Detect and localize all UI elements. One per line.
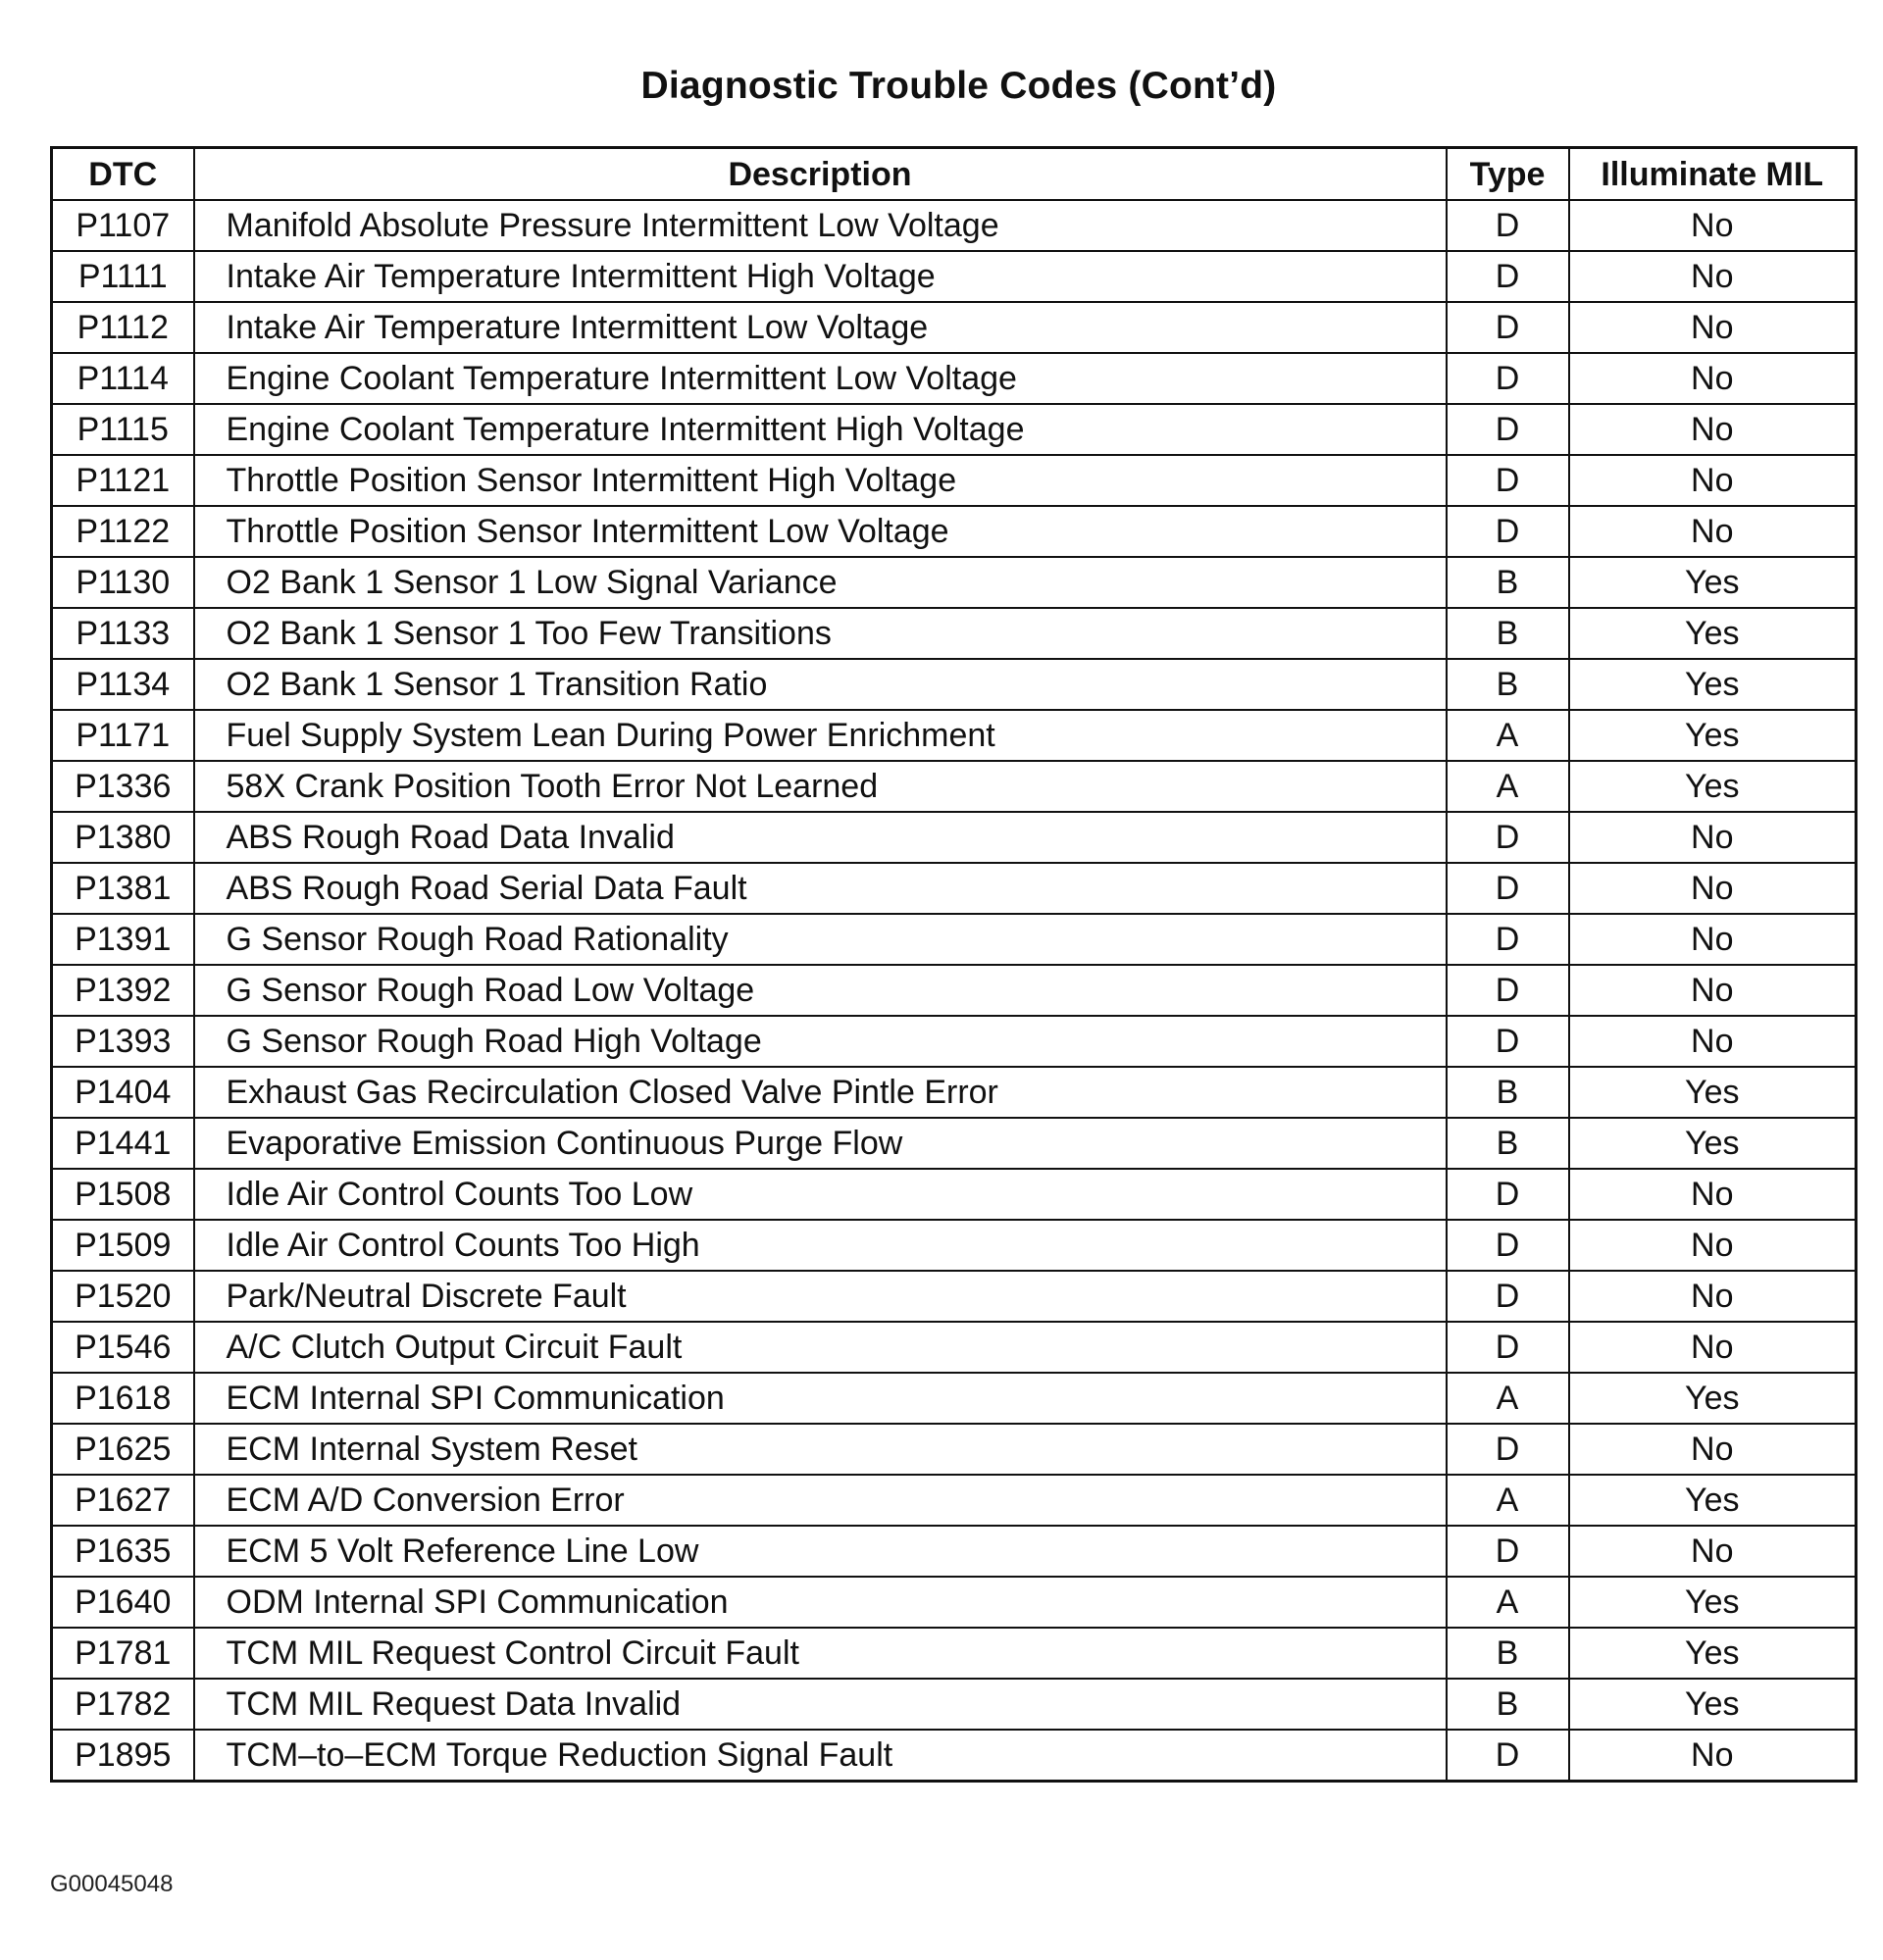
dtc-type: D	[1447, 506, 1569, 557]
table-row	[52, 863, 1857, 914]
dtc-type: B	[1447, 608, 1569, 659]
dtc-illuminate-mil: No	[1569, 1016, 1857, 1067]
dtc-code: P1107	[52, 200, 194, 251]
table-row	[52, 812, 1857, 863]
dtc-description: G Sensor Rough Road High Voltage	[194, 1016, 1447, 1067]
dtc-illuminate-mil: Yes	[1569, 557, 1857, 608]
dtc-description: Engine Coolant Temperature Intermittent Low Voltage	[194, 353, 1447, 404]
dtc-type: D	[1447, 812, 1569, 863]
dtc-illuminate-mil: Yes	[1569, 608, 1857, 659]
table-row	[52, 1271, 1857, 1322]
dtc-code: P1509	[52, 1220, 194, 1271]
table-row	[52, 914, 1857, 965]
dtc-illuminate-mil: No	[1569, 1322, 1857, 1373]
column-header-illuminate-mil: Illuminate MIL	[1569, 148, 1857, 201]
dtc-type: D	[1447, 353, 1569, 404]
table-header-row	[52, 148, 1857, 201]
table-row	[52, 1220, 1857, 1271]
dtc-type: D	[1447, 1526, 1569, 1577]
dtc-code: P1640	[52, 1577, 194, 1628]
dtc-illuminate-mil: No	[1569, 455, 1857, 506]
dtc-type: A	[1447, 1577, 1569, 1628]
table-row	[52, 251, 1857, 302]
dtc-description: Throttle Position Sensor Intermittent High Voltage	[194, 455, 1447, 506]
dtc-code: P1404	[52, 1067, 194, 1118]
dtc-description: Engine Coolant Temperature Intermittent High Voltage	[194, 404, 1447, 455]
dtc-type: B	[1447, 659, 1569, 710]
dtc-description: Fuel Supply System Lean During Power Enrichment	[194, 710, 1447, 761]
table-body	[52, 200, 1857, 1782]
dtc-illuminate-mil: Yes	[1569, 659, 1857, 710]
dtc-code: P1391	[52, 914, 194, 965]
table-row	[52, 1475, 1857, 1526]
dtc-type: D	[1447, 1016, 1569, 1067]
dtc-description: Evaporative Emission Continuous Purge Flow	[194, 1118, 1447, 1169]
dtc-type: D	[1447, 914, 1569, 965]
dtc-description: G Sensor Rough Road Low Voltage	[194, 965, 1447, 1016]
dtc-code: P1392	[52, 965, 194, 1016]
dtc-illuminate-mil: No	[1569, 812, 1857, 863]
dtc-type: B	[1447, 557, 1569, 608]
dtc-description: TCM–to–ECM Torque Reduction Signal Fault	[194, 1730, 1447, 1782]
table-row	[52, 608, 1857, 659]
table-row	[52, 710, 1857, 761]
dtc-type: B	[1447, 1067, 1569, 1118]
dtc-code: P1111	[52, 251, 194, 302]
dtc-code: P1627	[52, 1475, 194, 1526]
figure-id: G00045048	[50, 1871, 174, 1897]
table-row	[52, 1730, 1857, 1782]
table-row	[52, 1118, 1857, 1169]
dtc-description: Throttle Position Sensor Intermittent Low Voltage	[194, 506, 1447, 557]
dtc-illuminate-mil: Yes	[1569, 1373, 1857, 1424]
dtc-code: P1114	[52, 353, 194, 404]
dtc-description: TCM MIL Request Data Invalid	[194, 1679, 1447, 1730]
dtc-illuminate-mil: No	[1569, 1526, 1857, 1577]
dtc-type: D	[1447, 1169, 1569, 1220]
dtc-illuminate-mil: No	[1569, 1169, 1857, 1220]
dtc-illuminate-mil: No	[1569, 506, 1857, 557]
dtc-type: B	[1447, 1118, 1569, 1169]
dtc-code: P1381	[52, 863, 194, 914]
dtc-description: O2 Bank 1 Sensor 1 Transition Ratio	[194, 659, 1447, 710]
dtc-illuminate-mil: No	[1569, 251, 1857, 302]
dtc-illuminate-mil: No	[1569, 200, 1857, 251]
table-row	[52, 302, 1857, 353]
table-row	[52, 1067, 1857, 1118]
dtc-description: Idle Air Control Counts Too Low	[194, 1169, 1447, 1220]
dtc-code: P1546	[52, 1322, 194, 1373]
dtc-illuminate-mil: Yes	[1569, 1118, 1857, 1169]
table-row	[52, 1577, 1857, 1628]
table-row	[52, 455, 1857, 506]
column-header-type: Type	[1447, 148, 1569, 201]
dtc-table	[50, 146, 1858, 1783]
dtc-description: ECM Internal SPI Communication	[194, 1373, 1447, 1424]
table-row	[52, 1628, 1857, 1679]
dtc-code: P1112	[52, 302, 194, 353]
dtc-type: A	[1447, 761, 1569, 812]
dtc-illuminate-mil: Yes	[1569, 710, 1857, 761]
dtc-code: P1781	[52, 1628, 194, 1679]
dtc-type: D	[1447, 1424, 1569, 1475]
dtc-illuminate-mil: No	[1569, 914, 1857, 965]
column-header-description: Description	[194, 148, 1447, 201]
dtc-description: ABS Rough Road Data Invalid	[194, 812, 1447, 863]
table-row	[52, 1016, 1857, 1067]
dtc-code: P1520	[52, 1271, 194, 1322]
dtc-description: ODM Internal SPI Communication	[194, 1577, 1447, 1628]
table-row	[52, 659, 1857, 710]
dtc-description: G Sensor Rough Road Rationality	[194, 914, 1447, 965]
dtc-illuminate-mil: No	[1569, 302, 1857, 353]
dtc-type: D	[1447, 1322, 1569, 1373]
dtc-code: P1618	[52, 1373, 194, 1424]
dtc-description: ECM A/D Conversion Error	[194, 1475, 1447, 1526]
table-row	[52, 1373, 1857, 1424]
dtc-description: ABS Rough Road Serial Data Fault	[194, 863, 1447, 914]
table-row	[52, 506, 1857, 557]
dtc-code: P1336	[52, 761, 194, 812]
dtc-type: D	[1447, 965, 1569, 1016]
dtc-description: A/C Clutch Output Circuit Fault	[194, 1322, 1447, 1373]
table-row	[52, 353, 1857, 404]
dtc-type: A	[1447, 1475, 1569, 1526]
dtc-code: P1122	[52, 506, 194, 557]
dtc-code: P1895	[52, 1730, 194, 1782]
dtc-type: B	[1447, 1679, 1569, 1730]
dtc-illuminate-mil: No	[1569, 965, 1857, 1016]
dtc-description: Exhaust Gas Recirculation Closed Valve Pintle Error	[194, 1067, 1447, 1118]
dtc-description: Intake Air Temperature Intermittent Low Voltage	[194, 302, 1447, 353]
dtc-code: P1133	[52, 608, 194, 659]
dtc-code: P1130	[52, 557, 194, 608]
dtc-type: D	[1447, 1220, 1569, 1271]
dtc-description: Park/Neutral Discrete Fault	[194, 1271, 1447, 1322]
dtc-description: Idle Air Control Counts Too High	[194, 1220, 1447, 1271]
dtc-illuminate-mil: Yes	[1569, 1067, 1857, 1118]
dtc-type: D	[1447, 251, 1569, 302]
dtc-code: P1782	[52, 1679, 194, 1730]
dtc-illuminate-mil: No	[1569, 863, 1857, 914]
dtc-code: P1380	[52, 812, 194, 863]
dtc-code: P1441	[52, 1118, 194, 1169]
dtc-type: D	[1447, 455, 1569, 506]
table-row	[52, 1169, 1857, 1220]
dtc-description: O2 Bank 1 Sensor 1 Low Signal Variance	[194, 557, 1447, 608]
table-row	[52, 1424, 1857, 1475]
table-row	[52, 557, 1857, 608]
table-row	[52, 1526, 1857, 1577]
dtc-description: Manifold Absolute Pressure Intermittent Low Voltage	[194, 200, 1447, 251]
dtc-code: P1393	[52, 1016, 194, 1067]
dtc-illuminate-mil: Yes	[1569, 1628, 1857, 1679]
dtc-code: P1121	[52, 455, 194, 506]
dtc-type: D	[1447, 200, 1569, 251]
dtc-illuminate-mil: Yes	[1569, 1475, 1857, 1526]
dtc-illuminate-mil: No	[1569, 404, 1857, 455]
table-row	[52, 965, 1857, 1016]
dtc-type: D	[1447, 404, 1569, 455]
dtc-code: P1171	[52, 710, 194, 761]
dtc-type: D	[1447, 1271, 1569, 1322]
dtc-illuminate-mil: No	[1569, 1424, 1857, 1475]
dtc-description: Intake Air Temperature Intermittent High Voltage	[194, 251, 1447, 302]
dtc-code: P1134	[52, 659, 194, 710]
table-row	[52, 761, 1857, 812]
table-row	[52, 1322, 1857, 1373]
dtc-type: D	[1447, 1730, 1569, 1782]
dtc-illuminate-mil: No	[1569, 353, 1857, 404]
dtc-illuminate-mil: Yes	[1569, 1679, 1857, 1730]
dtc-type: A	[1447, 710, 1569, 761]
dtc-description: ECM 5 Volt Reference Line Low	[194, 1526, 1447, 1577]
dtc-type: D	[1447, 302, 1569, 353]
table-row	[52, 200, 1857, 251]
page-title: Diagnostic Trouble Codes (Cont’d)	[640, 65, 1277, 107]
dtc-description: 58X Crank Position Tooth Error Not Learned	[194, 761, 1447, 812]
dtc-code: P1635	[52, 1526, 194, 1577]
dtc-description: TCM MIL Request Control Circuit Fault	[194, 1628, 1447, 1679]
dtc-type: D	[1447, 863, 1569, 914]
dtc-illuminate-mil: No	[1569, 1730, 1857, 1782]
dtc-type: B	[1447, 1628, 1569, 1679]
dtc-illuminate-mil: Yes	[1569, 1577, 1857, 1628]
dtc-illuminate-mil: No	[1569, 1271, 1857, 1322]
column-header-dtc: DTC	[52, 148, 194, 201]
dtc-code: P1115	[52, 404, 194, 455]
dtc-illuminate-mil: No	[1569, 1220, 1857, 1271]
dtc-illuminate-mil: Yes	[1569, 761, 1857, 812]
dtc-description: O2 Bank 1 Sensor 1 Too Few Transitions	[194, 608, 1447, 659]
dtc-type: A	[1447, 1373, 1569, 1424]
dtc-code: P1625	[52, 1424, 194, 1475]
table-row	[52, 1679, 1857, 1730]
dtc-code: P1508	[52, 1169, 194, 1220]
table-row	[52, 404, 1857, 455]
dtc-description: ECM Internal System Reset	[194, 1424, 1447, 1475]
